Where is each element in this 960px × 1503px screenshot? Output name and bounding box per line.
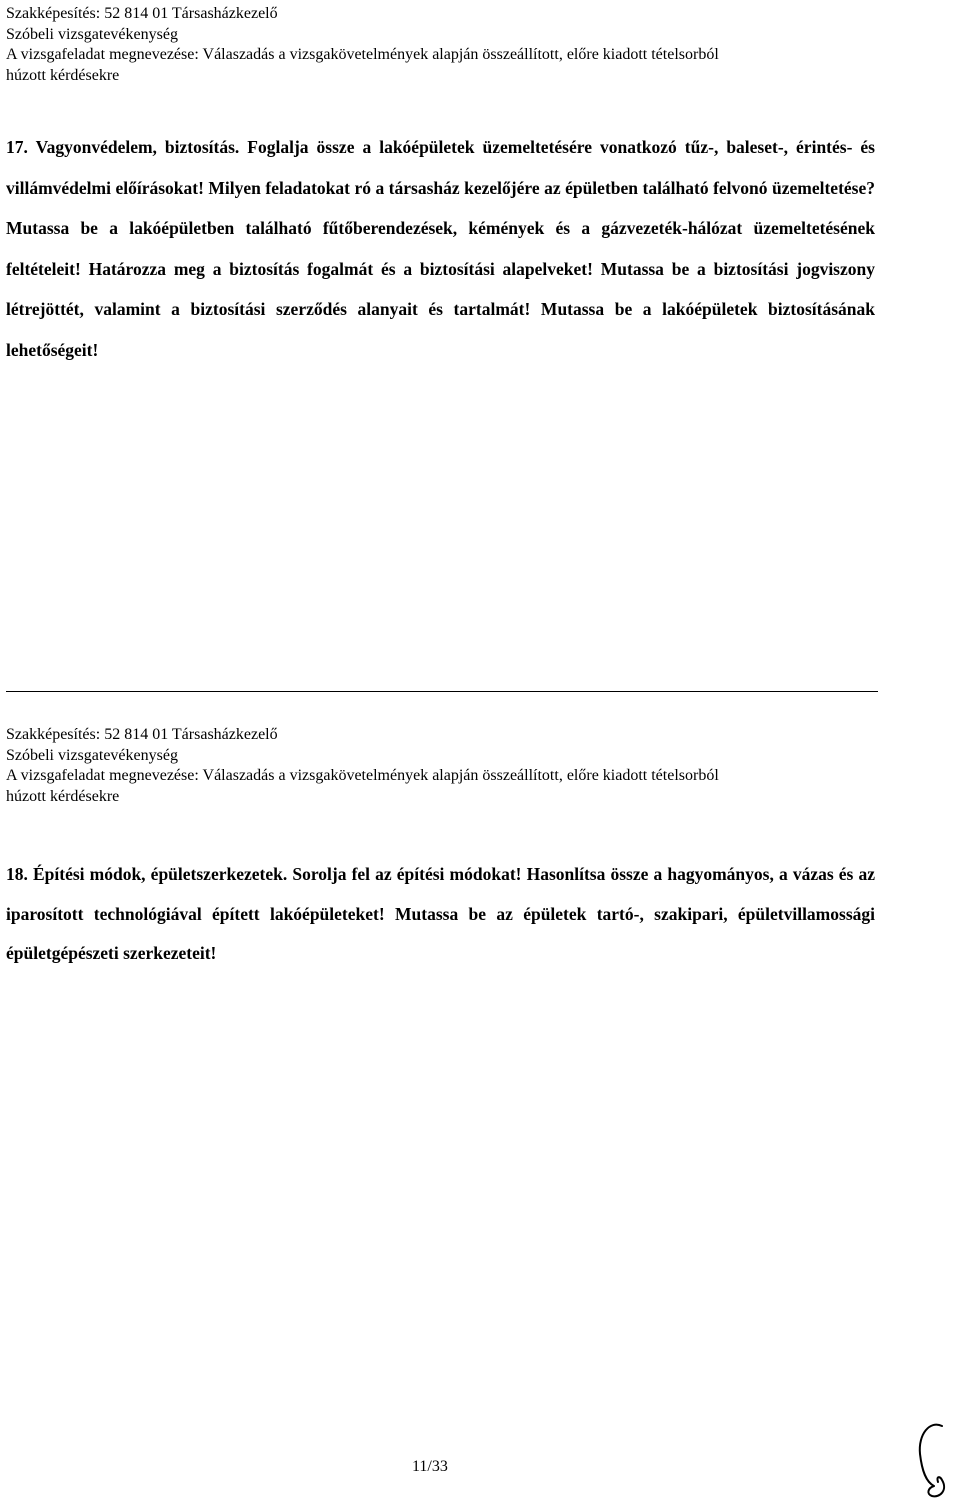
page-header — [6, 4, 719, 86]
qualification-line: Szakképesítés: 52 814 01 Társasházkezelő — [6, 5, 278, 22]
question-18: 18. Építési módok, épületszerkezetek. Sorolja fel az építési módokat! Hasonlítsa össze a hagyományos, a vázas és az iparosított technológiával épített lakóépületeket! Mutassa be az épületek tartó-, szakipari, épületvillamossági épületgépészeti szerkezeteit! — [6, 864, 875, 963]
separator-line — [6, 691, 878, 692]
task-name-continued-line: húzott kérdésekre — [6, 66, 120, 84]
activity-line: Szóbeli vizsgatevékenység — [6, 25, 178, 43]
signature-mark — [912, 1416, 952, 1498]
question-17: 17. Vagyonvédelem, biztosítás. Foglalja össze a lakóépületek üzemeltetésére vonatkozó tűz-, baleset-, érintés- és villámvédelmi előírásokat! Milyen feladatokat ró a társasház kezelőjére az épületben található felvonó üzemeltetése? Mutassa be a lakóépületben található fűtőberendezések, kémények és a gázvezeték-hálózat üzemeltetésének feltételeit! Határozza meg a biztosítás fogalmát és a biztosítási alapelveket! Mutassa be a biztosítási jogviszony létrejöttét, valamint a biztosítási szerződés alanyait és tartalmát! Mutassa be a lakóépületek biztosításának lehetőségeit! — [6, 137, 875, 360]
task-name-line: A vizsgafeladat megnevezése: Válaszadás a vizsgakövetelmények alapján összeállított, előre kiadott tételsorból — [6, 767, 719, 784]
task-name-continued-line: húzott kérdésekre — [6, 787, 120, 805]
task-name-line: A vizsgafeladat megnevezése: Válaszadás a vizsgakövetelmények alapján összeállított, előre kiadott tételsorból — [6, 46, 719, 63]
qualification-line: Szakképesítés: 52 814 01 Társasházkezelő — [6, 726, 278, 743]
page-number: 11/33 — [412, 1458, 448, 1475]
activity-line: Szóbeli vizsgatevékenység — [6, 746, 178, 764]
page-header-repeat — [6, 725, 719, 807]
